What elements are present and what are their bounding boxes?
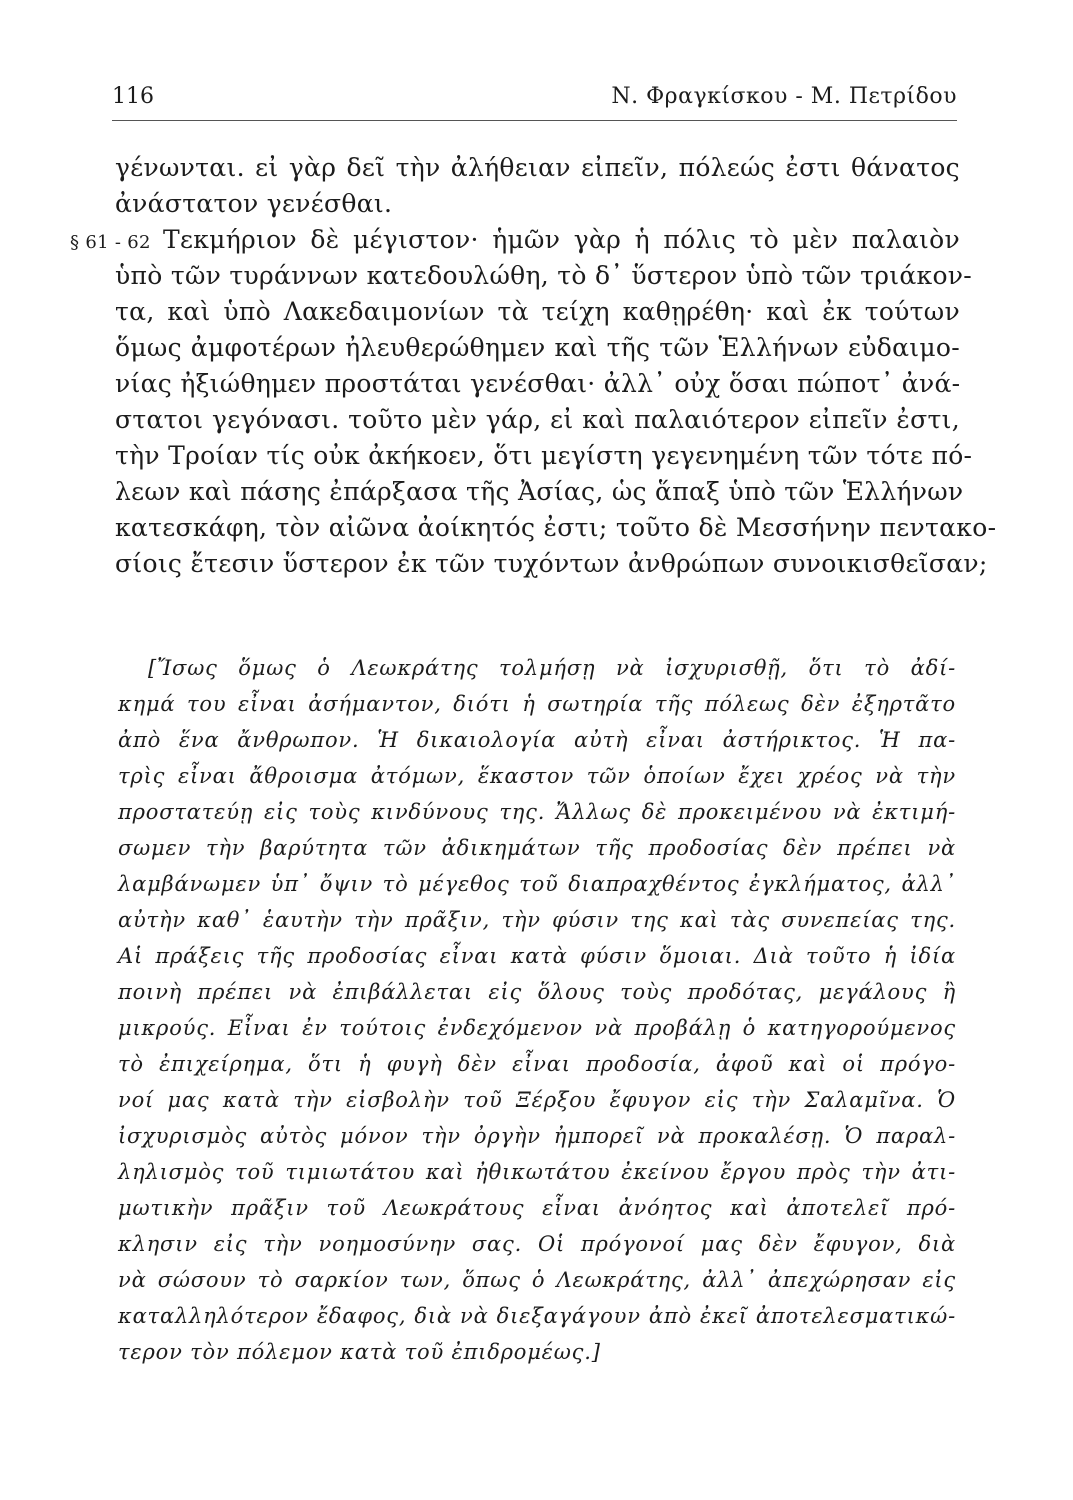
page-number: 116: [112, 84, 154, 109]
text-line: ἀνάστατον γενέσθαι.: [115, 189, 393, 218]
commentary-line: αὐτὴν καθ᾽ ἑαυτὴν τὴν πρᾶξιν, τὴν φύσιν της καὶ τὰς συνεπείας της.: [118, 908, 956, 932]
text-line: τὴν Τροίαν τίς οὐκ ἀκήκοεν, ὅτι μεγίστη γεγενημένη τῶν τότε πό-: [115, 441, 973, 470]
commentary-line: καταλληλότερον ἔδαφος, διὰ νὰ διεξαγάγουν ἀπὸ ἐκεῖ ἀποτελεσματικώ-: [118, 1304, 956, 1328]
commentary-line: κημά του εἶναι ἀσήμαντον, διότι ἡ σωτηρία τῆς πόλεως δὲν ἐξηρτᾶτο: [118, 692, 956, 716]
commentary-line: ποινὴ πρέπει νὰ ἐπιβάλλεται εἰς ὅλους τοὺς προδότας, μεγάλους ἢ: [118, 980, 956, 1004]
commentary-line: τὸ ἐπιχείρημα, ὅτι ἡ φυγὴ δὲν εἶναι προδοσία, ἀφοῦ καὶ οἱ πρόγο-: [118, 1052, 956, 1076]
commentary-line: νὰ σώσουν τὸ σαρκίον των, ὅπως ὁ Λεωκράτης, ἀλλ᾽ ἀπεχώρησαν εἰς: [118, 1268, 956, 1292]
commentary-block: [118, 650, 956, 1370]
running-title: Ν. Φραγκίσκου - Μ. Πετρίδου: [611, 84, 957, 109]
commentary-line: μικρούς. Εἶναι ἐν τούτοις ἐνδεχόμενον νὰ προβάλῃ ὁ κατηγορούμενος: [118, 1016, 956, 1040]
commentary-line: νοί μας κατὰ τὴν εἰσβολὴν τοῦ Ξέρξου ἔφυγον εἰς τὴν Σαλαμῖνα. Ὁ: [118, 1088, 956, 1112]
commentary-line: ἰσχυρισμὸς αὐτὸς μόνον τὴν ὀργὴν ἠμπορεῖ νὰ προκαλέσῃ. Ὁ παραλ-: [118, 1124, 956, 1148]
text-line: λεων καὶ πάσης ἐπάρξασα τῆς Ἀσίας, ὡς ἅπαξ ὑπὸ τῶν Ἑλλήνων: [115, 477, 964, 506]
text-line: τα, καὶ ὑπὸ Λακεδαιμονίων τὰ τείχη καθῃρέθη· καὶ ἐκ τούτων: [115, 297, 960, 326]
commentary-line: τρὶς εἶναι ἄθροισμα ἀτόμων, ἕκαστον τῶν ὁποίων ἔχει χρέος νὰ τὴν: [118, 764, 956, 788]
text-line: ὅμως ἀμφοτέρων ἠλευθερώθημεν καὶ τῆς τῶν Ἑλλήνων εὐδαιμο-: [115, 333, 960, 362]
commentary-line: ληλισμὸς τοῦ τιμιωτάτου καὶ ἠθικωτάτου ἐκείνου ἔργου πρὸς τὴν ἀτι-: [118, 1160, 956, 1184]
greek-text-block: [115, 150, 997, 582]
section-reference: § 61 - 62: [70, 232, 151, 253]
commentary-line: προστατεύῃ εἰς τοὺς κινδύνους της. Ἄλλως δὲ προκειμένου νὰ ἐκτιμή-: [118, 800, 956, 824]
commentary-line: τερον τὸν πόλεμον κατὰ τοῦ ἐπιδρομέως.]: [118, 1340, 601, 1364]
text-line: ὑπὸ τῶν τυράννων κατεδουλώθη, τὸ δ᾽ ὕστερον ὑπὸ τῶν τριάκον-: [115, 261, 973, 290]
commentary-line: [Ἴσως ὅμως ὁ Λεωκράτης τολμήσῃ νὰ ἰσχυρισθῇ, ὅτι τὸ ἀδί-: [148, 656, 956, 680]
commentary-line: Αἱ πράξεις τῆς προδοσίας εἶναι κατὰ φύσιν ὅμοιαι. Διὰ τοῦτο ἡ ἰδία: [118, 944, 956, 968]
commentary-line: μωτικὴν πρᾶξιν τοῦ Λεωκράτους εἶναι ἀνόητος καὶ ἀποτελεῖ πρό-: [118, 1196, 956, 1220]
commentary-line: σωμεν τὴν βαρύτητα τῶν ἀδικημάτων τῆς προδοσίας δὲν πρέπει νὰ: [118, 836, 956, 860]
text-line: κατεσκάφη, τὸν αἰῶνα ἀοίκητός ἐστι; τοῦτο δὲ Μεσσήνην πεντακο-: [115, 513, 997, 542]
commentary-line: κλησιν εἰς τὴν νοημοσύνην σας. Οἱ πρόγονοί μας δὲν ἔφυγον, διὰ: [118, 1232, 956, 1256]
text-line: στατοι γεγόνασι. τοῦτο μὲν γάρ, εἰ καὶ παλαιότερον εἰπεῖν ἐστι,: [115, 405, 960, 434]
text-line: Τεκμήριον δὲ μέγιστον· ἡμῶν γὰρ ἡ πόλις τὸ μὲν παλαιὸν: [163, 225, 960, 254]
text-line: νίας ἠξιώθημεν προστάται γενέσθαι· ἀλλ᾽ οὐχ ὅσαι πώποτ᾽ ἀνά-: [115, 369, 961, 398]
text-line: σίοις ἔτεσιν ὕστερον ἐκ τῶν τυχόντων ἀνθρώπων συνοικισθεῖσαν;: [115, 549, 988, 578]
page-header: [112, 84, 957, 121]
text-line: γένωνται. εἰ γὰρ δεῖ τὴν ἀλήθειαν εἰπεῖν, πόλεώς ἐστι θάνατος: [115, 153, 960, 182]
commentary-line: ἀπὸ ἕνα ἄνθρωπον. Ἡ δικαιολογία αὐτὴ εἶναι ἀστήρικτος. Ἡ πα-: [118, 728, 956, 752]
commentary-line: λαμβάνωμεν ὑπ᾽ ὄψιν τὸ μέγεθος τοῦ διαπραχθέντος ἐγκλήματος, ἀλλ᾽: [118, 872, 956, 896]
